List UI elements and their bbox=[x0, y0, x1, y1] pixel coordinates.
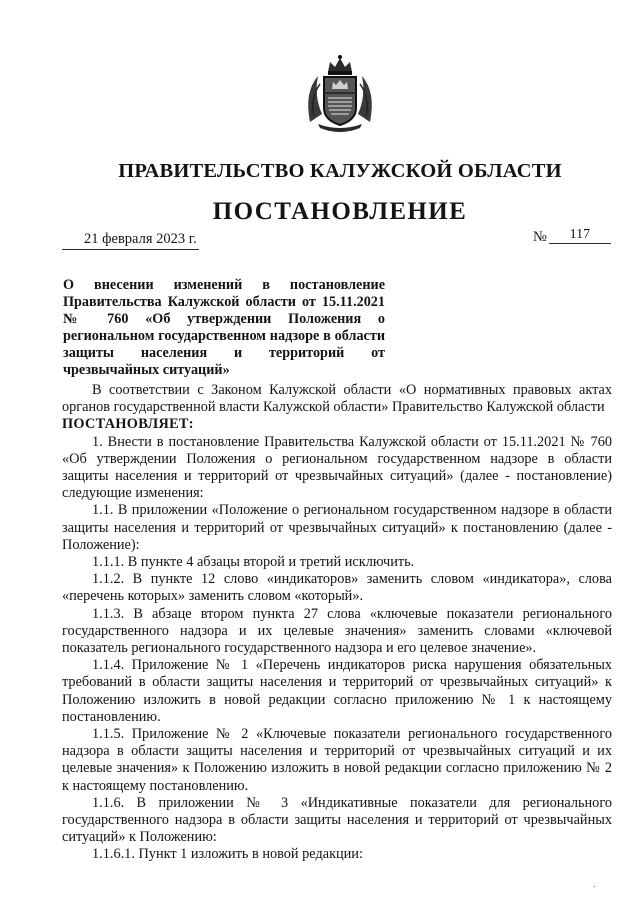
document-number bbox=[533, 229, 611, 247]
scan-speck: · bbox=[592, 882, 596, 893]
body-paragraph: 1.1.6. В приложении № 3 «Индикативные показатели для регионального государственного надзора в области защиты населения и территорий от чрезвычайных ситуаций» к Положению: bbox=[62, 794, 612, 846]
kaluga-coat-of-arms-icon bbox=[300, 52, 380, 132]
body-paragraph: 1. Внести в постановление Правительства Калужской области от 15.11.2021 № 760 «Об утверждении Положения о региональном государственном надзоре в области защиты населения и территорий от чрезвычайных ситуаций» (далее - постановление) следующие изменения: bbox=[62, 433, 612, 502]
body-paragraph: 1.1.2. В пункте 12 слово «индикаторов» заменить словом «индикатора», слова «перечень которых» заменить словом «который». bbox=[62, 571, 612, 605]
number-value: 117 bbox=[549, 227, 611, 244]
body-paragraph: 1.1.4. Приложение № 1 «Перечень индикаторов риска нарушения обязательных требований в области защиты населения и территорий от чрезвычайных ситуаций» к Положению изложить в новой редакции согласно приложению № 1 к настоящему постановлению. bbox=[62, 657, 612, 725]
body-paragraph: 1.1.6.1. Пункт 1 изложить в новой редакции: bbox=[92, 846, 363, 863]
government-title: ПРАВИТЕЛЬСТВО КАЛУЖСКОЙ ОБЛАСТИ bbox=[118, 160, 562, 182]
document-body bbox=[62, 378, 612, 864]
body-paragraph: 1.1. В приложении «Положение о региональном государственном надзоре в области защиты населения и территорий от чрезвычайных ситуаций» к постановлению (далее - Положение): bbox=[62, 502, 612, 553]
resolves-heading: ПОСТАНОВЛЯЕТ: bbox=[62, 416, 194, 433]
document-date bbox=[62, 231, 199, 250]
intro-paragraph: В соответствии с Законом Калужской области «О нормативных правовых актах органов государственной власти Калужской области» Правительство Калужской области bbox=[62, 382, 612, 416]
body-paragraph: 1.1.3. В абзаце втором пункта 27 слова «ключевые показатели регионального государственного надзора и их целевые значения» заменить словами «ключевой показатель регионального государственного надзора и его целевое значение». bbox=[62, 605, 612, 657]
body-paragraph: 1.1.5. Приложение № 2 «Ключевые показатели регионального государственного надзора в области защиты населения и территорий от чрезвычайных ситуаций и их целевые значения» к Положению изложить в новой редакции согласно приложению № 2 к настоящему постановлению. bbox=[62, 726, 612, 794]
document-subject: О внесении изменений в постановление Правительства Калужской области от 15.11.2021 № 760 «Об утверждении Положения о региональном государственном надзоре в области защиты населения и территорий от чрезвычайных ситуаций» bbox=[63, 277, 385, 378]
date-value: 21 февраля 2023 г. bbox=[62, 231, 199, 250]
body-paragraph: 1.1.1. В пункте 4 абзацы второй и третий исключить. bbox=[92, 554, 415, 571]
number-label: № bbox=[533, 229, 547, 245]
document-type-title: ПОСТАНОВЛЕНИЕ bbox=[212, 198, 468, 225]
